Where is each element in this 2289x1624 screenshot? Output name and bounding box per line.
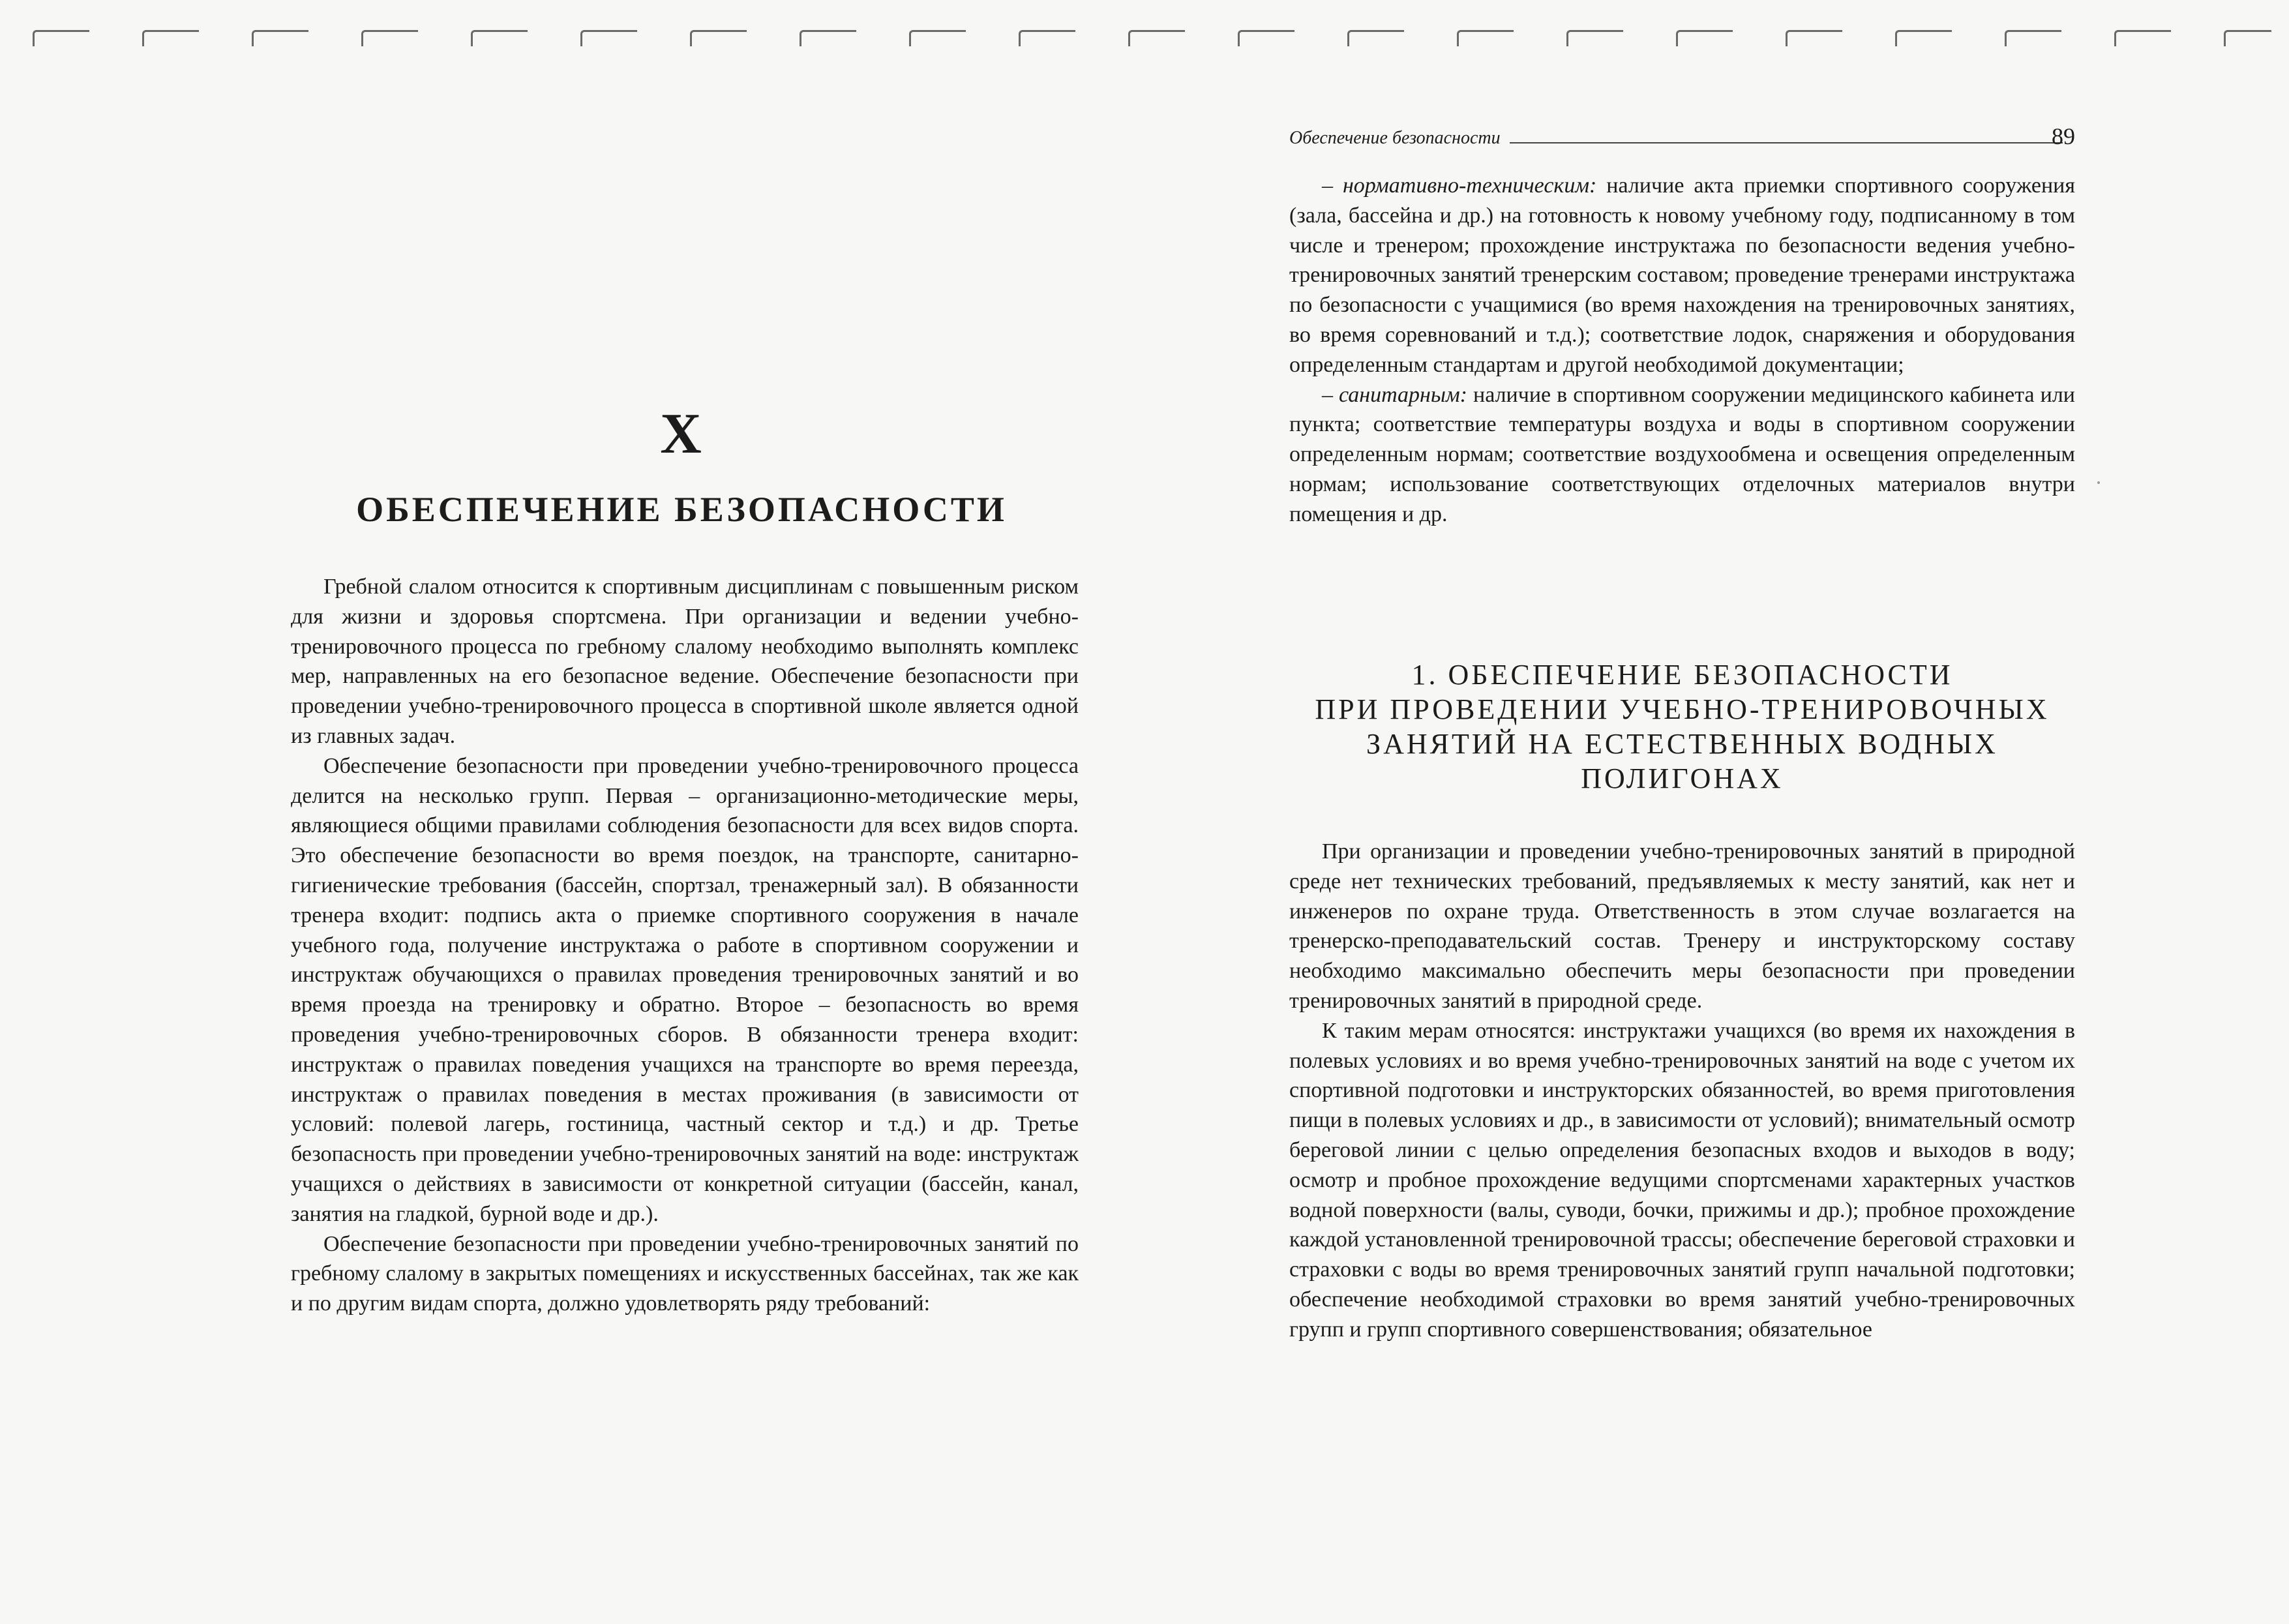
- section-heading-line: 1. ОБЕСПЕЧЕНИЕ БЕЗОПАСНОСТИ: [1411, 659, 1953, 691]
- paragraph: При организации и проведении учебно-тренировочных занятий в природной среде нет технических требований, предъявляемых к месту занятий, как нет и инженеров по охране труда. Ответственность в этом случае возлагается на тренерско-преподавательский состав. Тренеру и инструкторскому составу необходимо максимально обеспечить меры безопасности при проведении тренировочных занятий в природной среде.: [1289, 839, 2075, 1013]
- left-body-text: [291, 572, 1079, 1319]
- requirement-text: наличие в спортивном сооружении медицинского кабинета или пункта; соответствие температуры воздуха и воды в спортивном сооружении определенным нормам; соответствие воздухообмена и освещения определенным нормам; использование соответствующих отделочных материалов внутри помещения и др.: [1289, 382, 2075, 526]
- section-heading-line: ПРИ ПРОВЕДЕНИИ УЧЕБНО-ТРЕНИРОВОЧНЫХ: [1315, 693, 2050, 725]
- running-head-rule: [1510, 142, 2063, 143]
- requirement-term: – нормативно-техническим:: [1322, 173, 1597, 198]
- section-heading: [1289, 657, 2075, 796]
- section-heading-line: ПОЛИГОНАХ: [1581, 762, 1784, 794]
- requirement-text: наличие акта приемки спортивного сооружения (зала, бассейна и др.) на готовность к новому учебному году, подписанному в том числе и тренером; прохождение инструктажа по безопасности ведения учебно-тренировочных занятий тренерским составом; проведение тренерами инструктажа по безопасности с учащимися (во время нахождения на тренировочных занятиях, во время соревнований и т.д.); соответствие лодок, снаряжения и оборудования определенным стандартам и другой необходимой документации;: [1289, 173, 2075, 377]
- paragraph: Обеспечение безопасности при проведении учебно-тренировочного процесса делится на несколько групп. Первая – организационно-методические меры, являющиеся общими правилами соблюдения безопасности для всех видов спорта. Это обеспечение безопасности во время поездок, на транспорте, санитарно-гигиенические требования (бассейн, спортзал, тренажерный зал). В обязанности тренера входит: подпись акта о приемке спортивного сооружения в начале учебного года, получение инструктажа о работе в спортивном сооружении и инструктаж обучающихся о правилах проведения тренировочных занятий и во время проезда на тренировку и обратно. Второе – безопасность во время проведения учебно-тренировочных сборов. В обязанности тренера входит: инструктаж о правилах поведения учащихся на транспорте во время переезда, инструктаж о правилах поведения в местах проживания (в зависимости от условий: полевой лагерь, гостиница, частный сектор и т.д.) и др. Третье безопасность при проведении учебно-тренировочных занятий на воде: инструктаж учащихся о действиях в зависимости от конкретной ситуации (бассейн, канал, занятия на гладкой, бурной воде и др.).: [291, 753, 1079, 1226]
- scan-speck: [2097, 481, 2100, 484]
- left-page: [0, 0, 1144, 1624]
- running-head: [1289, 128, 2072, 149]
- section-heading-line: ЗАНЯТИЙ НА ЕСТЕСТВЕННЫХ ВОДНЫХ: [1366, 728, 1998, 760]
- paragraph: Обеспечение безопасности при проведении учебно-тренировочных занятий по гребному слалому в закрытых помещениях и искусственных бассейнах, так же как и по другим видам спорта, должно удовлетворять ряду требований:: [291, 1231, 1079, 1316]
- page-number: 89: [2052, 123, 2075, 149]
- requirement-item: [1289, 171, 2075, 380]
- paragraph: Гребной слалом относится к спортивным дисциплинам с повышенным риском для жизни и здоровья спортсмена. При организации и ведении учебно-тренировочного процесса по гребному слалому необходимо выполнять комплекс мер, направленных на его безопасное ведение. Обеспечение безопасности при проведении учебно-тренировочного процесса в спортивной школе является одной из главных задач.: [291, 575, 1079, 748]
- right-body-text-top: [1289, 171, 2075, 530]
- running-head-title: Обеспечение безопасности: [1289, 128, 1501, 148]
- requirement-item: [1289, 380, 2075, 530]
- requirement-term: – санитарным:: [1322, 382, 1467, 407]
- right-body-text-bottom: [1289, 837, 2075, 1345]
- chapter-number: X: [660, 402, 703, 466]
- paragraph: К таким мерам относятся: инструктажи учащихся (во время их нахождения в полевых условиях и во время учебно-тренировочных занятий на воде с учетом их спортивной подготовки и инструкторских обязанностей, во время приготовления пищи в полевых условиях и др., в зависимости от условий); внимательный осмотр береговой линии с целью определения безопасных входов и выходов в воду; осмотр и пробное прохождение ведущими спортсменами характерных участков водной поверхности (валы, суводи, бочки, прижимы и др.); пробное прохождение каждой установленной тренировочной трассы; обеспечение береговой страховки и страховки с воды во время тренировочных занятий групп начальной подготовки; обеспечение необходимой страховки во время занятий учебно-тренировочных групп и групп спортивного совершенствования; обязательное: [1289, 1018, 2075, 1342]
- chapter-title: ОБЕСПЕЧЕНИЕ БЕЗОПАСНОСТИ: [356, 490, 1007, 529]
